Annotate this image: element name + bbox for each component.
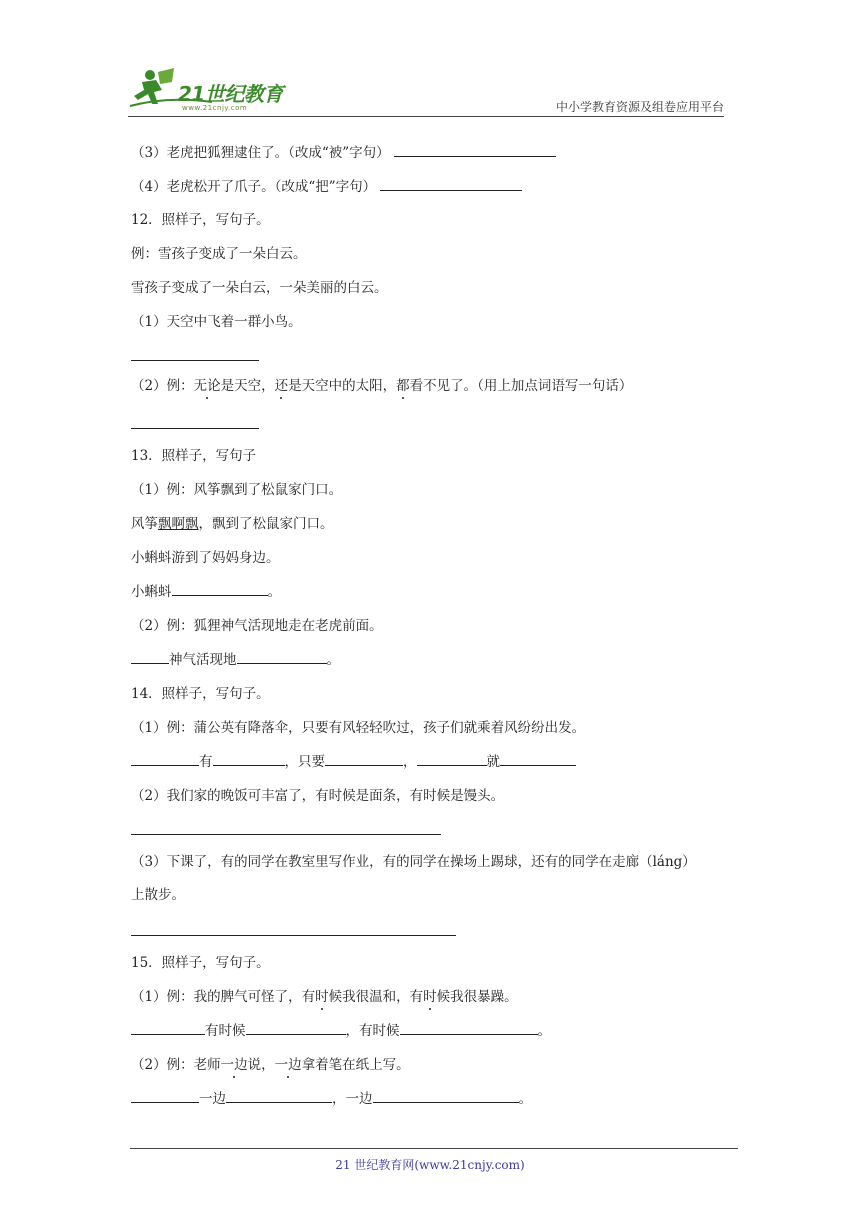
q13-item1: （1）例：风筝飘到了松鼠家门口。 — [131, 482, 343, 498]
q14-title: 14．照样子，写句子。 — [131, 686, 270, 702]
q15-item1-text: 我很温和， — [342, 989, 410, 1005]
header-divider — [128, 116, 724, 117]
q15-item1-text: 我很暴躁。 — [450, 989, 518, 1005]
q12-example-answer: 雪孩子变成了一朵白云，一朵美丽的白云。 — [131, 280, 388, 296]
answer-blank[interactable] — [246, 1022, 346, 1035]
q14-item3-line1: （3）下课了，有的同学在教室里写作业，有的同学在操场上踢球，还有的同学在走廊（láng） — [131, 854, 696, 870]
q13-example — [131, 515, 334, 533]
answer-blank[interactable] — [131, 753, 199, 766]
q12-title: 12．照样子，写句子。 — [131, 212, 270, 228]
answer-blank[interactable] — [131, 651, 169, 664]
q15-fill-text: 有时候 — [205, 1023, 246, 1039]
answer-blank[interactable] — [380, 178, 522, 191]
answer-blank[interactable] — [131, 1022, 205, 1035]
q14-fill-text: 就 — [486, 754, 500, 770]
q13-item2: （2）例：狐狸神气活现地走在老虎前面。 — [131, 618, 383, 634]
q13-example-text: ，飘到了松鼠家门口。 — [198, 516, 334, 532]
q14-item2: （2）我们家的晚饭可丰富了，有时候是面条，有时候是馒头。 — [131, 788, 505, 804]
q14-fill-text: ，只要 — [284, 754, 325, 770]
logo-url: www.21cnjy.com — [182, 104, 248, 112]
answer-blank[interactable] — [237, 651, 327, 664]
q12-item2-text: 是天空， — [220, 378, 275, 394]
footer-divider — [130, 1148, 738, 1149]
q13-sentence: 小蝌蚪游到了妈妈身边。 — [131, 550, 280, 566]
q15-item1 — [131, 988, 518, 1006]
q15-item1-text: （1）例：我的脾气可怪了， — [131, 989, 302, 1005]
dotted-word: 有时候 — [409, 989, 451, 1005]
answer-blank[interactable] — [400, 1022, 538, 1035]
answer-blank[interactable] — [226, 1090, 332, 1103]
answer-blank[interactable] — [172, 583, 268, 596]
q15-title: 15．照样子，写句子。 — [131, 955, 270, 971]
dotted-word: 还 — [274, 378, 289, 394]
dotted-word: 无论 — [193, 378, 221, 394]
q12-item2 — [131, 377, 632, 395]
answer-line[interactable] — [131, 834, 441, 835]
q13-fill2-text: 神气活现地 — [169, 652, 237, 668]
q12-item2-text: 是天空中的太阳， — [288, 378, 397, 394]
q13-title: 13．照样子，写句子 — [131, 448, 257, 464]
answer-blank[interactable] — [500, 753, 576, 766]
q13-fill-text: 小蝌蚪 — [131, 584, 172, 600]
q13-fill-text: 。 — [267, 584, 281, 600]
q14-fill-text: ， — [403, 754, 417, 770]
q13-example-text: 风筝 — [131, 516, 158, 532]
dotted-word: 一边 — [274, 1057, 302, 1073]
answer-line[interactable] — [131, 360, 259, 361]
q15-item2-text: 拿着笔在纸上写。 — [301, 1057, 410, 1073]
q15-fill-text: ，有时候 — [345, 1023, 400, 1039]
footer-link[interactable]: 21 世纪教育网(www.21cnjy.com) — [335, 1158, 525, 1172]
q12-item1: （1）天空中飞着一群小鸟。 — [131, 314, 302, 330]
q14-fill-text: 有 — [199, 754, 213, 770]
q11-item3-text: （3）老虎把狐狸逮住了。（改成“被”字句） — [131, 145, 390, 161]
q15-item2-text: （2）例：老师 — [131, 1057, 221, 1073]
q14-item1: （1）例：蒲公英有降落伞，只要有风轻轻吹过，孩子们就乘着风纷纷出发。 — [131, 720, 586, 736]
answer-blank[interactable] — [373, 1090, 519, 1103]
q11-item3 — [131, 144, 556, 162]
q15-fill-text: 一边 — [199, 1091, 226, 1107]
q13-fill2-text: 。 — [326, 652, 340, 668]
q14-fill — [131, 753, 576, 771]
q11-item4 — [131, 178, 522, 196]
answer-line[interactable] — [131, 935, 456, 936]
q11-item4-text: （4）老虎松开了爪子。（改成“把”字句） — [131, 179, 377, 195]
answer-blank[interactable] — [213, 753, 285, 766]
q13-fill2 — [131, 651, 340, 669]
answer-blank[interactable] — [131, 1090, 199, 1103]
q15-fill1 — [131, 1022, 551, 1040]
dotted-word: 有时候 — [301, 989, 343, 1005]
page-header — [128, 66, 724, 118]
q13-fill — [131, 583, 281, 601]
dotted-word: 都 — [396, 378, 410, 394]
answer-blank[interactable] — [417, 753, 487, 766]
q15-fill2 — [131, 1090, 532, 1108]
answer-blank[interactable] — [325, 753, 403, 766]
q12-example: 例：雪孩子变成了一朵白云。 — [131, 246, 307, 262]
q15-fill-text: 。 — [537, 1023, 551, 1039]
logo-text: 21世纪教育 — [178, 82, 283, 106]
answer-blank[interactable] — [394, 144, 556, 157]
q15-fill-text: ，一边 — [332, 1091, 373, 1107]
q15-item2 — [131, 1056, 410, 1074]
answer-line[interactable] — [131, 428, 259, 429]
header-platform-title: 中小学教育资源及组卷应用平台 — [555, 100, 724, 114]
q12-item2-prefix: （2）例： — [131, 378, 194, 394]
q14-item3-line2: 上散步。 — [131, 887, 185, 903]
q15-fill-text: 。 — [518, 1091, 532, 1107]
q12-item2-text: 看不见了。（用上加点词语写一句话） — [409, 378, 633, 394]
dotted-word: 一边 — [220, 1057, 248, 1073]
underlined-word: 飘啊飘 — [158, 516, 199, 532]
q15-item2-text: 说， — [247, 1057, 275, 1073]
